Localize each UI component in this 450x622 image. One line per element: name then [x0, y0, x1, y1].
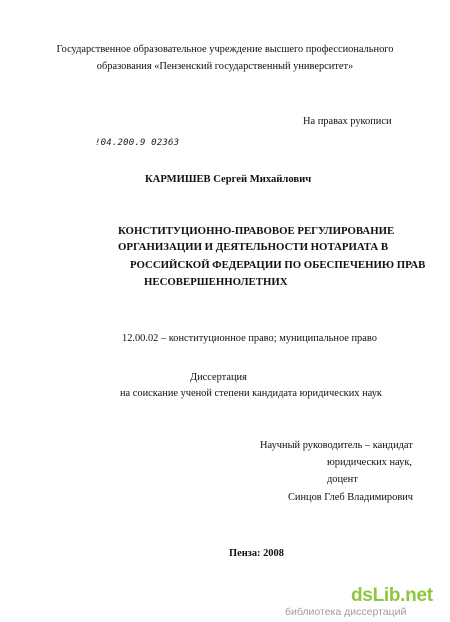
thesis-title-line-1: КОНСТИТУЦИОННО-ПРАВОВОЕ РЕГУЛИРОВАНИЕ [118, 225, 395, 237]
document-type: Диссертация [190, 372, 247, 383]
degree-statement: на соискание ученой степени кандидата юридических наук [120, 388, 382, 399]
institution-line-1: Государственное образовательное учреждение высшего профессионального [56, 44, 394, 55]
supervisor-line-2: юридических наук, [327, 457, 412, 468]
city-year: Пенза: 2008 [229, 548, 284, 559]
watermark-tagline: библиотека диссертаций [285, 606, 407, 618]
watermark-logo-main: dsLib [351, 585, 401, 606]
institution-line-2: образования «Пензенский государственный университет» [96, 61, 354, 72]
supervisor-line-3: доцент [327, 474, 358, 485]
archive-stamp: !04.200.9 02363 [95, 138, 180, 148]
author-name: КАРМИШЕВ Сергей Михайлович [145, 174, 312, 185]
thesis-title-line-4: НЕСОВЕРШЕННОЛЕТНИХ [144, 276, 288, 288]
dslib-watermark-logo [351, 585, 433, 607]
thesis-title-line-3: РОССИЙСКОЙ ФЕДЕРАЦИИ ПО ОБЕСПЕЧЕНИЮ ПРАВ [130, 259, 426, 271]
supervisor-line-1: Научный руководитель – кандидат [260, 440, 413, 451]
thesis-title-line-2: ОРГАНИЗАЦИИ И ДЕЯТЕЛЬНОСТИ НОТАРИАТА В [118, 241, 389, 253]
specialty-code: 12.00.02 – конституционное право; муниципальное право [122, 333, 377, 344]
supervisor-name: Синцов Глеб Владимирович [288, 492, 414, 503]
manuscript-rights-note: На правах рукописи [303, 116, 392, 127]
watermark-logo-tld: .net [400, 585, 433, 606]
